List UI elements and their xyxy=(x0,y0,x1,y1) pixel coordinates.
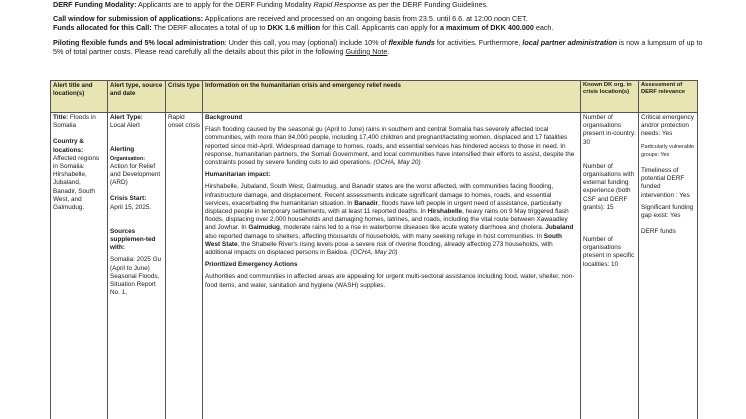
impact-text-2: , floods have left people in urgent need of assistance, particularly displaced people in temporary settlements, with at least 11 reported deaths. In xyxy=(205,199,562,216)
header-information: Information on the humanitarian crisis and emergency relief needs xyxy=(203,81,581,113)
background-heading: Background xyxy=(205,114,243,121)
assessment-critical: Critical emergency and/or protection needs: Yes xyxy=(641,114,694,138)
sources-text-2: (April to June) Seasonal Floods, Situation Report No. 1, xyxy=(110,264,160,297)
orgs-localities: Number of organisations present in specific localities: 10 xyxy=(583,236,635,268)
orgs-funding-experience: Number of organisations with external funding experience (both CSF and DERF grants): 15 xyxy=(583,162,635,211)
impact-text-4: , moderate rains led to a rise in waterborne diseases like acute watery diarrhoea and cholera. xyxy=(279,224,546,232)
sources-label: Sources supplemen-ted with: xyxy=(110,227,156,252)
impact-source: (OCHA, May 20) xyxy=(350,249,398,257)
pilot-text-3: is now a lumpsum of up to 5% of total partner costs. Please read carefully all the details about this pilot in the following xyxy=(53,37,703,56)
orgs-present: Number of organisations present in-country: 30 xyxy=(583,114,636,146)
header-alert-title: Alert title and location(s) xyxy=(51,81,108,113)
modality-text-end: as per the DERF Funding Guidelines. xyxy=(366,0,489,9)
impact-paragraph xyxy=(205,183,578,257)
pilot-text-4: . xyxy=(387,46,390,56)
header-alert-type: Alert type, source and date xyxy=(108,81,166,113)
assessment-timeliness: Timeliness of potential DERF funded intervention : Yes xyxy=(641,167,690,199)
impact-galmudug: Galmudug xyxy=(248,224,280,232)
header-assessment: Assessment of DERF relevance xyxy=(639,81,698,113)
call-window-label: Call window for submission of applications: xyxy=(53,14,204,24)
alert-table xyxy=(50,80,698,419)
sources-text xyxy=(110,256,163,297)
call-window-text: Applications are received and processed on an ongoing basis from 23.5. until 6.6. at 12:00 noon CET. xyxy=(203,14,528,24)
background-paragraph xyxy=(205,126,578,167)
guiding-note-link[interactable]: Guiding Note xyxy=(345,46,388,56)
alert-type-label: Alert Type: xyxy=(110,114,143,121)
assessment-funding-gap: Significant funding gap exist: Yes xyxy=(641,203,694,220)
sources-text-1: Somalia: 2025 xyxy=(110,256,153,264)
alerting-label: Alerting xyxy=(110,146,135,154)
alert-type-text: Local Alert xyxy=(110,122,140,130)
impact-jubaland: Jubaland xyxy=(545,224,574,232)
crisis-start-label: Crisis Start: xyxy=(110,195,147,203)
priority-heading: Prioritized Emergency Actions xyxy=(205,261,298,269)
cell-alert-title xyxy=(51,113,108,419)
title-label: Title: xyxy=(53,114,69,121)
modality-rapid: Rapid Response xyxy=(313,0,367,9)
modality-label: DERF Funding Modality: xyxy=(53,0,137,9)
organisation-label: Organisation: xyxy=(110,155,146,162)
impact-heading: Humanitarian impact: xyxy=(205,171,271,179)
impact-banadir: Banadir xyxy=(354,199,378,207)
funds-text: The DERF allocates a total of up to xyxy=(151,23,268,33)
funds-max: a maximum of DKK 400.000 xyxy=(439,23,534,33)
cell-known-dk-org xyxy=(581,113,639,419)
title-text: Floods in Somalia xyxy=(53,114,96,130)
intro-section xyxy=(53,0,703,56)
priority-text: Authorities and communities in affected areas are appealing for urgent multi-sectoral assistance including food, water, shelter, non-food items, and water, sanitation and hygiene (WASH) supplies. xyxy=(205,273,575,289)
header-crisis-type: Crisis type xyxy=(166,81,203,113)
pilot-text-2: for activities. Furthermore, xyxy=(434,37,523,47)
impact-text-6: , the Shabelle River's rising levels pose a severe risk of riverine flooding, already affecting 273 households, with additional impacts on displaced persons in Baidoa. xyxy=(205,240,553,257)
background-text: Flash flooding caused by the seasonal gu (April to June) rains in southern and central Somalia has severely affected local communities, with more than 84,000 people, including 17,400 children and pregnant/lactating women, displaced and 17 fatalities reported since mid-April. Widespread damage to homes, roads, and essential services has hindered access to those in need. In response, humanitarian partners, the Somali Government, and local communities have intensified their efforts to assist, despite the constraints posed by severe funding cuts to aid operations. xyxy=(205,126,575,167)
call-window-line xyxy=(53,14,703,23)
impact-text-5: also reported damage to shelters, affecting thousands of households, with many seeking refuge in host communities. In xyxy=(205,232,544,240)
funding-modality-line xyxy=(53,0,703,9)
background-source: (OCHA, May 20) xyxy=(373,159,421,167)
impact-text-1: Hirshabelle, Jubaland, South West, Galmudug, and Banadir states are the worst affected, with communities facing flooding, infrastructure damage, and displacement. Recent assessments indicate significant damage to homes, roads, and essential services, exacerbating the humanitarian situation. In xyxy=(205,183,554,207)
country-text: Affected regions in Somalia: Hirshabelle, Jubaland, Banadir, South West, and Galmudug. xyxy=(53,154,100,212)
pilot-label: Piloting flexible funds and 5% local administration xyxy=(53,37,225,47)
cell-information xyxy=(203,113,581,419)
funds-text-3: each. xyxy=(533,23,554,33)
funds-line xyxy=(53,23,703,32)
pilot-local: local partner administration xyxy=(522,37,617,47)
table-header-row xyxy=(51,81,698,113)
organisation-text: Action for Relief and Development (ARD) xyxy=(110,162,161,187)
funds-label: Funds allocated for this Call: xyxy=(53,23,152,33)
cell-assessment xyxy=(639,113,698,419)
impact-text-3: , heavy rains on 9 May triggered flash floods, displacing over 2,000 households and damaging homes, latrines, and roads, including the vital route between Xawaadley and Jowhar. In xyxy=(205,208,569,232)
country-label: Country & locations: xyxy=(53,138,84,154)
pilot-text: : Under this call, you may (optional) include 10% of xyxy=(224,37,389,47)
cell-crisis-type: Rapid onset crisis xyxy=(166,113,203,419)
sources-gu: Gu xyxy=(152,256,162,264)
pilot-line xyxy=(53,38,703,56)
funds-amount: DKK 1.6 million xyxy=(267,23,321,33)
impact-southwest: South West State xyxy=(205,232,562,248)
cell-alert-type xyxy=(108,113,166,419)
assessment-derf-funds: DERF funds xyxy=(641,228,676,236)
modality-text: Applicants are to apply for the DERF Funding Modality xyxy=(136,0,314,9)
header-known-dk-org: Known DK org. in crisis location(s) xyxy=(581,81,639,113)
pilot-flexible: flexible funds xyxy=(388,37,435,47)
assessment-vulnerable: Particularly vulnerable groups: Yes xyxy=(641,143,695,158)
table-row xyxy=(51,113,698,419)
funds-text-2: for this Call. Applicants can apply for xyxy=(320,23,440,33)
crisis-start-text: April 15, 2025. xyxy=(110,203,152,211)
impact-hirshabelle: Hirshabelle xyxy=(427,208,463,216)
